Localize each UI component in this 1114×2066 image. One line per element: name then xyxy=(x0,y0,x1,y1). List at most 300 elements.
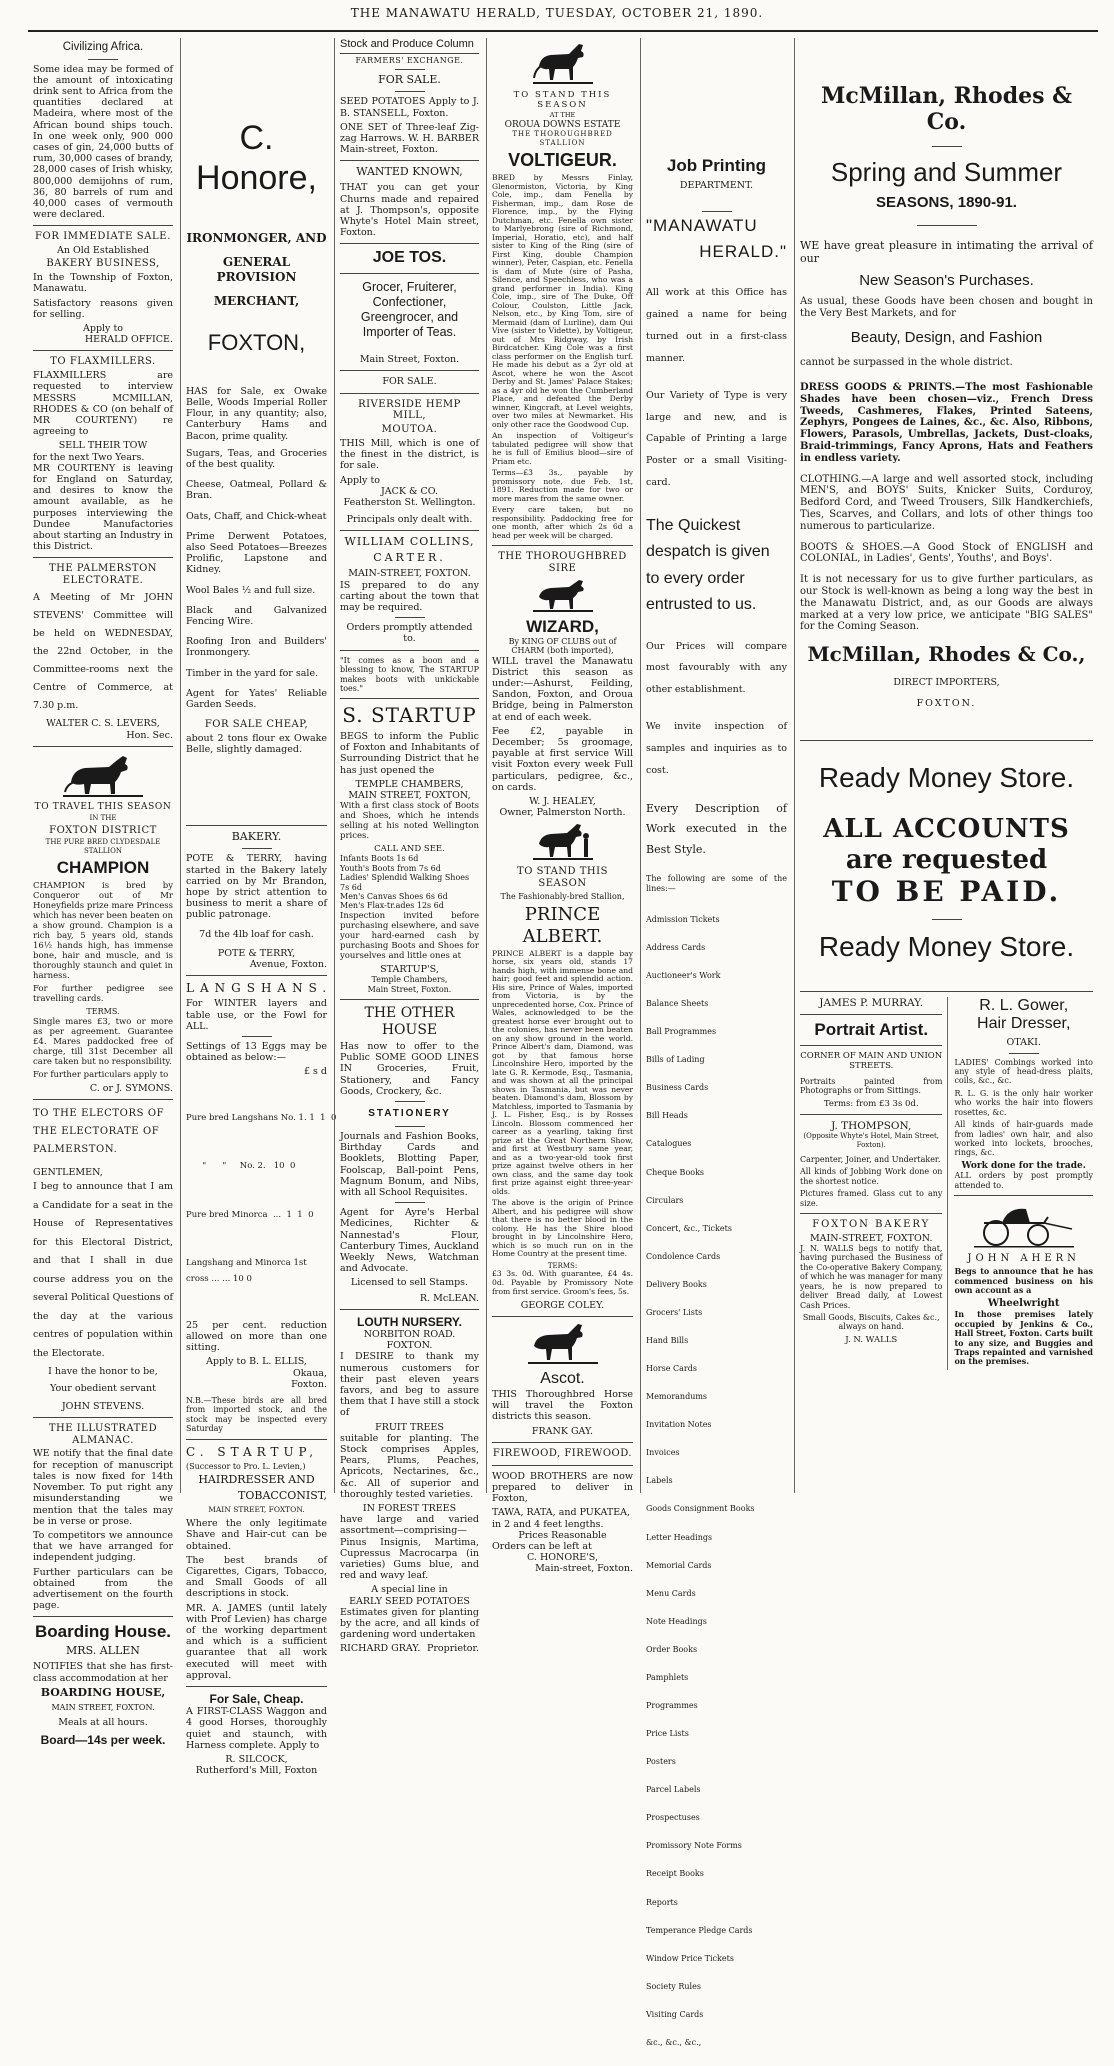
lang-note: N.B.—These birds are all bred from imported stock, and the stock may be inspected every Saturday xyxy=(186,1395,327,1434)
purchases: New Season's Purchases. xyxy=(859,272,1034,290)
fbakery-title: FOXTON BAKERY xyxy=(812,1218,931,1230)
column-2 xyxy=(180,38,337,1777)
carter-text: IS prepared to do any carting about the town that may be required. xyxy=(340,579,479,614)
volt-care: Every care taken, but no responsibility. Paddocking free for one month, after which 2s 6d a head per week will be charged. xyxy=(492,505,633,540)
electors-honor: I have the honor to be, xyxy=(48,1366,158,1378)
clothing-text: CLOTHING.—A large and well assorted stock, including MEN'S, and BOYS' Suits, Knicker Suits, Corduroy, Bedford Cord, and Tweed Trousers, Silk Handkerchiefs, Ties, Scarves, and Collars, and lots of other things too numerous to particularize. xyxy=(800,473,1093,532)
printing-line: Hand Bills xyxy=(646,1336,689,1345)
lang-head: £ s d xyxy=(303,1066,327,1078)
divider xyxy=(88,59,118,60)
usual-text: As usual, these Goods have been chosen and bought in the Very Best Markets, and for xyxy=(800,295,1093,319)
printing-line: Note Headings xyxy=(646,1616,707,1626)
printing-lines xyxy=(646,896,787,2066)
divider xyxy=(492,1316,633,1317)
divider xyxy=(340,650,479,651)
startup-trade2: TOBACCONIST, xyxy=(238,1489,327,1503)
wagon-addr: Rutherford's Mill, Foxton xyxy=(195,1765,318,1777)
elec-text: A Meeting of Mr JOHN STEVENS' Committee will be held on WEDNESDAY, the 22nd October, in the Committee-rooms next the Centre of Commerce, at 7.30 p.m. xyxy=(33,592,173,712)
wizard-by: By KING OF CLUBS out of CHARM (both imported), xyxy=(508,636,617,656)
divider xyxy=(492,545,633,546)
printing-line: Temperance Pledge Cards xyxy=(646,1925,753,1935)
wizard-sig: W. J. HEALEY, xyxy=(529,795,596,807)
wizard-fee: Fee £2, payable in December; 5s groomage, payable at first service Will visit Foxton every week Full particulars, pedigree, &c., on cards. xyxy=(492,725,633,793)
printing-line: Price Lists xyxy=(646,1729,689,1739)
masthead-rule xyxy=(28,30,1098,32)
masthead: THE MANAWATU HERALD, TUESDAY, OCTOBER 21, 1890. xyxy=(350,6,764,20)
carter-title: CARTER. xyxy=(373,551,446,565)
murray-addr: CORNER OF MAIN AND UNION STREETS. xyxy=(800,1050,943,1071)
almanac-text2: To competitors we announce that we have arranged for independent judging. xyxy=(33,1529,173,1564)
civilizing-title: Civilizing Africa. xyxy=(62,41,144,53)
champion-apply: For further particulars apply to xyxy=(33,1069,169,1080)
mcm-title-2: McMillan, Rhodes & Co., xyxy=(807,642,1086,667)
boarding-street: MAIN STREET, FOXTON. xyxy=(51,1702,155,1712)
honore-item: Cheese, Oatmeal, Pollard & Bran. xyxy=(186,479,327,502)
quickest-text: The Quickest despatch is given to every order entrusted to us. xyxy=(646,516,770,614)
startup-sub: (Successor to Pro. L. Levien,) xyxy=(186,1461,306,1471)
electors-text: I beg to announce that I am a Candidate for a seat in the House of Representatives for this Electoral District, and that I shall in due course address you on the several Political Questions of the day at the various centres of population within the Electorate. xyxy=(33,1181,173,1359)
travel-title: TO TRAVEL THIS SEASON xyxy=(34,801,172,812)
divider xyxy=(340,370,479,371)
louth-foxton: FOXTON. xyxy=(386,1340,433,1352)
boom-quote: "It comes as a boon and a blessing to know, The STARTUP makes boots with unkickable toes." xyxy=(340,655,479,693)
potatoes: SEED POTATOES Apply to J. B. STANSELL, Foxton. xyxy=(340,96,479,119)
divider xyxy=(33,557,173,558)
column-6 xyxy=(794,38,1098,1493)
sale-apply: Apply to xyxy=(83,323,123,335)
printing-line: Delivery Books xyxy=(646,1279,707,1289)
travel-district: FOXTON DISTRICT xyxy=(49,824,157,836)
ascot-sig: FRANK GAY. xyxy=(531,1425,594,1437)
gower-place: OTAKI. xyxy=(1006,1037,1041,1049)
other-house: THE OTHER HOUSE xyxy=(364,1005,455,1038)
honore-item: Timber in the yard for sale. xyxy=(186,667,319,679)
louth-text: I DESIRE to thank my numerous customers for their past eleven years favors, and beg to assure them that I have still a stock of xyxy=(340,1351,479,1419)
divider xyxy=(395,1126,425,1127)
divider xyxy=(242,1036,272,1037)
divider xyxy=(340,393,479,394)
divider xyxy=(340,530,479,531)
honore-item: Agent for Yates' Reliable Garden Seeds. xyxy=(186,687,327,711)
sale-sub: An Old Established xyxy=(56,245,150,257)
wizard-text: WILL travel the Manawatu District this season as under:—Ashurst, Feilding, Sandon, Foxton, and Oroua Bridge, being in Palmerston at end of each week. xyxy=(492,655,633,723)
work-text: All work at this Office has gained a name for being turned out in a first-class manner. xyxy=(646,287,787,364)
gower-trade: Work done for the trade. xyxy=(961,1160,1086,1171)
firewood: FIREWOOD, FIREWOOD. xyxy=(492,1447,633,1459)
stationery: STATIONERY xyxy=(368,1108,451,1120)
printing-line: Society Rules xyxy=(646,1981,701,1991)
startup-text: Where the only legitimate Shave and Hair-cut can be obtained. xyxy=(186,1518,327,1552)
lang-loc1: Okaua, xyxy=(292,1367,327,1379)
printing-line: Memorial Cards xyxy=(646,1560,712,1570)
seasons-title: SEASONS, 1890-91. xyxy=(876,193,1017,211)
boarding-meals: Meals at all hours. xyxy=(58,1717,148,1729)
invite-text: We invite inspection of samples and inquiries as to cost. xyxy=(646,721,787,776)
mill-jack: JACK & CO. xyxy=(380,485,439,497)
printing-line: Letter Headings xyxy=(646,1532,713,1542)
thompson-name: J. THOMPSON, xyxy=(831,1119,912,1132)
herald-title-1: "MANAWATU xyxy=(646,216,758,236)
divider xyxy=(395,91,425,92)
champion-terms-title: TERMS. xyxy=(86,1007,120,1017)
wagon-title: For Sale, Cheap. xyxy=(209,1691,304,1706)
boarding-rate: Board—14s per week. xyxy=(40,1733,166,1748)
divider xyxy=(800,1213,942,1214)
proprietor: Proprietor. xyxy=(427,1643,479,1655)
following-text: The following are some of the lines:— xyxy=(646,874,787,893)
printing-line: Prospectuses xyxy=(646,1813,700,1823)
champion-sig: C. or J. SYMONS. xyxy=(89,1082,173,1094)
necessary-text: It is not necessary for us to give further particulars, as our Stock is well-known as being a long way the best in the Manawatu District, and, as our Goods are always marked at a very low price, we anticipate "BIG SALES" for the Coming Season. xyxy=(800,574,1093,633)
column-1 xyxy=(28,38,178,1748)
divider xyxy=(395,69,425,70)
bakery-addr: Avenue, Foxton. xyxy=(249,959,327,971)
divider xyxy=(33,225,173,226)
gray: RICHARD GRAY. xyxy=(340,1643,421,1655)
printing-line: Programmes xyxy=(646,1701,698,1711)
printing-line: Receipt Books xyxy=(646,1869,704,1879)
racehorse-icon xyxy=(533,42,593,86)
mclean: R. McLEAN. xyxy=(419,1292,479,1304)
divider xyxy=(395,1202,425,1203)
volt-terms: Terms—£3 3s., payable by promissory note, due Feb. 1st, 1891. Reduction made for two or more mares from the same owner. xyxy=(492,468,633,503)
wagon-sig: R. SILCOCK, xyxy=(225,1753,288,1765)
printing-line: Goods Consignment Books xyxy=(646,1504,755,1514)
fbakery-goods: Small Goods, Biscuits, Cakes &c., always on hand. xyxy=(802,1313,940,1332)
elec-title: THE PALMERSTON ELECTORATE. xyxy=(48,563,158,587)
column-3 xyxy=(334,38,484,1655)
wanted-text: THAT you can get your Churns made and repaired at J. Thompson's, opposite Whyte's Hotel Main street, Foxton. xyxy=(340,182,479,239)
divider xyxy=(800,1014,942,1015)
moutoa: MOUTOA. xyxy=(381,424,438,436)
divider xyxy=(395,617,425,618)
printing-line: Memorandums xyxy=(646,1392,708,1402)
hemp: RIVERSIDE HEMP MILL, xyxy=(358,398,461,422)
honore-trade1: IRONMONGER, AND xyxy=(186,231,327,246)
forest: IN FOREST TREES xyxy=(362,1502,457,1514)
ahern-text2: In those premises lately occupied by Jenkins & Co., Hall Street, Foxton. Carts built to any size, and Buggies and Traps repainted and varnished on the premises. xyxy=(954,1309,1093,1367)
boarding-name: MRS. ALLEN xyxy=(66,1644,140,1658)
wizard-owner: Owner, Palmerston North. xyxy=(499,807,626,819)
grocer: Grocer, Fruiterer, Confectioner, Greengrocer, and Importer of Teas. xyxy=(360,280,459,340)
divider xyxy=(800,1114,942,1115)
champion-pedigree: For further pedigree see travelling cards. xyxy=(33,984,173,1005)
almanac-title: THE ILLUSTRATED ALMANAC. xyxy=(48,1422,158,1446)
ascot-text: THIS Thoroughbred Horse will travel the Foxton districts this season. xyxy=(492,1389,633,1423)
sale-office: HERALD OFFICE. xyxy=(84,334,173,346)
honore-name: C. Honore, xyxy=(196,119,317,198)
volt-oroua: OROUA DOWNS ESTATE xyxy=(504,119,621,130)
ready-money-2: Ready Money Store. xyxy=(818,930,1075,962)
louth: LOUTH NURSERY. xyxy=(357,1314,462,1329)
printing-line: Visiting Cards xyxy=(646,2009,704,2019)
wood-len: in 2 and 4 feet lengths. xyxy=(492,1518,604,1530)
fruit: FRUIT TREES xyxy=(375,1421,444,1433)
special: A special line in xyxy=(371,1584,448,1596)
wood-types: TAWA, RATA, and PUKATEA, xyxy=(492,1507,631,1519)
prince-albert: PRINCE ALBERT. xyxy=(522,904,603,947)
horse-icon xyxy=(533,579,593,613)
job-dept: DEPARTMENT. xyxy=(679,180,754,192)
gower-title: Hair Dresser, xyxy=(977,1015,1071,1033)
all-accounts: ALL ACCOUNTS xyxy=(823,814,1070,845)
boot-price: Ladies' Splendid Walking Shoes 7s 6d xyxy=(340,873,470,892)
printing-line: Business Cards xyxy=(646,1083,709,1093)
lang-row: Pure bred Langshans No. 1. 1 1 0 xyxy=(186,1112,337,1123)
wood-orders: Orders can be left at xyxy=(492,1540,592,1552)
champion-terms: Single mares £3, two or more as per agreement. Guarantee £4. Mares paddocked free of charge, till 31st December all care taken but no responsibility. xyxy=(33,1016,173,1067)
printing-line: Invoices xyxy=(646,1448,680,1458)
thompson-text2: Pictures framed. Glass cut to any size. xyxy=(800,1189,943,1208)
ahern-text: Begs to announce that he has commenced business on his own account as a xyxy=(954,1266,1093,1296)
honore-item: Roofing Iron and Builders' Ironmongery. xyxy=(186,636,327,659)
divider xyxy=(800,1045,942,1046)
elec-sig: WALTER C. S. LEVERS, xyxy=(46,718,160,730)
volt-text: BRED by Messrs Finlay, Glenormiston, Victoria, by King Cole, imp., dam Fenella by Fisherman, imp., dam Rose de Florence, imp., by the Flying Dutchman, etc. Fenella own sister to Marlyebrong (sire of Richmond, Imperial, Horatio, etc), and half sister to King of the Ring (sire of First King, double Champion winner), Peter, Caspian, etc. Fenella is dam of Mute (sire of Pasha, Silence, and Speechless, who was a grand performer in India). King Cole, imp., sire of The Duke, Off Colour, Coulston, Little Jack, Nelson, etc., by King Tom, sire of Mermaid (dam of Lurline), dam Qui Vive (sister to Vidette), by Voltigeur, out of Mrs Ridgway, by Irish Birdcatcher. King Cole was a first class performer on the English turf. He made his debut as a 2yr old at Ascot, where he won the Ascot Derby and St. James' Palace Stakes; as a 4yr old he won the Cumberland Place, and defeated the Derby winner, Kingcraft, at Level weights, over two miles at Newmarket. His only other race the Goodwood Cup. xyxy=(492,173,633,429)
forsale2: FOR SALE. xyxy=(382,376,437,388)
wood-text: WOOD BROTHERS are now prepared to deliver in Foxton, xyxy=(492,1470,633,1505)
travel-in: IN THE xyxy=(89,814,117,823)
electors-gentlemen: GENTLEMEN, xyxy=(33,1166,103,1178)
louth-text2: suitable for planting. The Stock comprises Apples, Pears, Plums, Peaches, Apricots, Nectarines, &c., &c. All of superior and thoroughly tested varieties. xyxy=(340,1432,479,1500)
printing-line: Auctioneer's Work xyxy=(646,970,721,980)
printing-line: Ball Programmes xyxy=(646,1027,717,1037)
honore-items xyxy=(186,448,327,710)
cheap-text: about 2 tons flour ex Owake Belle, slightly damaged. xyxy=(186,733,327,756)
joe-title: JOE TOS. xyxy=(372,249,447,267)
sale-title: FOR IMMEDIATE SALE. xyxy=(35,231,171,243)
printing-line: Cheque Books xyxy=(646,1167,705,1177)
champion-text: CHAMPION is bred by Conqueror out of Mr Honeyfields prize mare Princess which has never been beaten on a show ground. Champion is a rich bay, 5 years old, stands 16½ hands high, has immense bone, hair and muscle, and is thoroughly staunch and quiet in harness. xyxy=(33,881,173,982)
flax-sell: SELL THEIR TOW xyxy=(58,440,148,452)
other-text: Has now to offer to the Public SOME GOOD LINES IN Groceries, Fruit, Stationery, and Fancy Goods, Crockery, &c. xyxy=(340,1041,479,1097)
murray-text: Portraits painted from Photographs or from Sittings. xyxy=(800,1077,943,1096)
mill-principals: Principals only dealt with. xyxy=(346,514,473,526)
volt-thorough: THE THOROUGHBRED STALLION xyxy=(512,130,613,147)
are-requested: are requested xyxy=(845,844,1048,875)
boarding-title: Boarding House. xyxy=(34,1622,171,1642)
herald-title-2: HERALD." xyxy=(699,242,787,262)
lang-row: Langshang and Minorca 1st cross ... ... 10 0 xyxy=(186,1258,307,1285)
almanac-text3: Further particulars can be obtained from the advertisement on the fourth page. xyxy=(33,1566,173,1612)
gower-name: R. L. Gower, xyxy=(979,996,1069,1014)
divider xyxy=(340,273,479,274)
bakery-sig: POTE & TERRY, xyxy=(217,947,296,959)
champion-title: CHAMPION xyxy=(56,857,150,877)
divider xyxy=(186,825,327,826)
temple-text: With a first class stock of Boots and Shoes, which he intends selling at his noted Wellington prices. xyxy=(340,801,479,842)
murray-terms: Terms: from £3 3s 0d. xyxy=(823,1098,919,1109)
carter-orders: Orders promptly attended to. xyxy=(346,622,473,645)
boarding-house: BOARDING HOUSE, xyxy=(40,1685,166,1699)
mill-text: THIS Mill, which is one of the finest in the district, is for sale. xyxy=(340,438,479,472)
louth-text3: have large and varied assortment—comprising—Pinus Insignis, Martima, Cupressus Macrocarpa (in varieties) Gums blue, and red and wavy leaf. xyxy=(340,1514,479,1582)
horse-with-groom-icon xyxy=(533,822,593,862)
gower-text2: R. L. G. is the only hair worker who works the hair into flowers rosettes, &c. xyxy=(954,1088,1093,1117)
prices-text: Our Prices will compare most favourably with any other establishment. xyxy=(646,640,787,696)
direct-importers: DIRECT IMPORTERS, xyxy=(893,676,1000,688)
temple: TEMPLE CHAMBERS, xyxy=(355,778,464,790)
variety-text: Our Variety of Type is very large and new, and is Capable of Printing a large Poster or a small Visiting-card. xyxy=(646,389,787,489)
ready-money-1: Ready Money Store. xyxy=(818,762,1075,794)
printing-line: Condolence Cards xyxy=(646,1251,721,1261)
thompson-trade: Carpenter, Joiner, and Undertaker. xyxy=(800,1154,941,1164)
norbiton: NORBITON ROAD. xyxy=(363,1328,456,1340)
honore-item: Sugars, Teas, and Groceries of the best quality. xyxy=(186,447,327,471)
job-title: Job Printing xyxy=(666,156,767,175)
boot-price: Infants Boots 1s 6d xyxy=(340,854,419,864)
printing-line: Bills of Lading xyxy=(646,1055,705,1065)
startups-addr1: Temple Chambers, xyxy=(371,975,448,985)
wheelwright: Wheelwright xyxy=(987,1298,1060,1310)
forsale: FOR SALE. xyxy=(378,73,441,87)
dress-text: DRESS GOODS & PRINTS.—The most Fashionable Shades have been chosen—viz., French Dress Tweeds, Cashmeres, Flakes, Printed Sateens, Zephyrs, Pongees de Laines, &c., &c. Also, Ribbons, Flowers, Parasols, Umbrellas, Jackets, Dust-cloaks, Braid-trimmings, Fancy Aprons, Hats and Feathers in endless variety. xyxy=(800,381,1093,464)
printing-line: Address Cards xyxy=(646,942,706,952)
wood-addr: Main-street, Foxton. xyxy=(535,1563,633,1575)
pa-text: PRINCE ALBERT is a dapple bay horse, six years old, stands 17 hands high, with immense bone and hair; good feet and splendid action. His sire, Prince of Wales, imported from Victoria, is by the unprecedented horse, Cox. Prince of Wales, acknowledged to be the greatest horse ever brought out to the colonies, has never been beaten on any show ground in the world. Prince Albert's dam, Diamond, was got by that famous horse Lincolnshire Hero, imported by the late G. R. Kermode, Esq., Tasmania, and was shown at all the principal shows in Tasmania, but was never beaten. Diamond's dam, Blossom by Matchless, imported to Tasmania by J. L. Fisher, Esq., is by Rosses Lincoln. Blossom commenced her career as a yearling, taking first prize at the Great Northern Show, and first at Westbury same year, and as a two-year-old took first prize against twelve others in her own class, and the same day took first prize against eight three-year-olds. xyxy=(492,948,633,1196)
wagon-text: A FIRST-CLASS Waggon and 4 good Horses, thoroughly quiet and staunch, with Harness complete. Apply to xyxy=(186,1706,327,1751)
fbakery-sig: J. N. WALLS xyxy=(845,1334,898,1345)
beauty: Beauty, Design, and Fashion xyxy=(850,329,1043,347)
printing-line: Posters xyxy=(646,1757,676,1767)
gower-text: LADIES' Combings worked into any style of head-dress plaits, coils, &c., &c. xyxy=(954,1057,1093,1086)
temple-street: MAIN STREET, FOXTON, xyxy=(348,789,471,801)
printing-line: Concert, &c., Tickets xyxy=(646,1223,732,1233)
divider xyxy=(33,1099,173,1100)
to-be-paid: TO BE PAID. xyxy=(831,875,1062,909)
printing-line: Grocers' Lists xyxy=(646,1307,703,1317)
elec-sec: Hon. Sec. xyxy=(126,729,173,741)
startup-text3: MR. A. JAMES (until lately with Prof Levien) has charge of the working department and which is a sufficient guarantee that all work executed will meet with approval. xyxy=(186,1602,327,1681)
stock-title: Stock and Produce Column xyxy=(340,38,474,50)
pa-stand: TO STAND THIS SEASON xyxy=(517,866,608,890)
printing-line: Promissory Note Forms xyxy=(646,1841,742,1851)
divider xyxy=(917,225,977,226)
divider xyxy=(800,740,1093,741)
thompson-addr: (Opposite Whyte's Hotel, Main Street, Foxton). xyxy=(803,1132,940,1149)
s-startup: S. STARTUP xyxy=(342,703,477,728)
pa-terms-title: TERMS: xyxy=(547,1261,578,1270)
travel-breed: THE PURE BRED CLYDESDALE STALLION xyxy=(45,838,161,855)
spring-title: Spring and Summer xyxy=(830,156,1063,187)
pa-sig: GEORGE COLEY. xyxy=(520,1300,605,1311)
inspection: Inspection invited before purchasing elsewhere, and save your hard-earned cash by purchasing Boots and Shoes for yourselves and little ones at xyxy=(340,910,479,961)
sale-text: In the Township of Foxton, Manawatu. xyxy=(33,272,173,295)
startup-trade1: HAIRDRESSER AND xyxy=(198,1473,315,1487)
printing-line: Bill Heads xyxy=(646,1111,688,1121)
stat-text: Journals and Fashion Books, Birthday Cards and Booklets, Blotting Paper, Foolscap, Ball-point Pens, Magnum Bonum, and Nibs, with all School Requisites. xyxy=(340,1130,479,1198)
honore-item: Prime Derwent Potatoes, also Seed Potatoes—Breezes Prolific, Lapstone and Kidney. xyxy=(186,530,327,576)
honore-place: FOXTON, xyxy=(207,329,306,355)
surpassed-text: cannot be surpassed in the whole district. xyxy=(800,357,1013,369)
startup-text2: The best brands of Cigarettes, Cigars, Tobacco, and Small Goods of all descriptions in stock. xyxy=(186,1554,327,1600)
honore-item: Oats, Chaff, and Chick-wheat xyxy=(186,510,327,522)
printing-line: Pamphlets xyxy=(646,1672,689,1682)
harrows: ONE SET of Three-leaf Zig-zag Harrows. W. H. BARBER Main-street, Foxton. xyxy=(340,121,479,156)
carter-street: MAIN-STREET, FOXTON. xyxy=(348,568,471,580)
divider xyxy=(800,991,1093,992)
printing-line: Balance Sheets xyxy=(646,999,709,1009)
gower-text3: All kinds of hair-guards made from ladies' own hair, and also worked into lockets, brooches, rings, &c. xyxy=(954,1120,1093,1158)
ascot: Ascot. xyxy=(540,1370,585,1388)
fbakery-street: MAIN-STREET, FOXTON. xyxy=(809,1232,933,1244)
printing-line: Window Price Tickets xyxy=(646,1953,734,1963)
stamps: Licensed to sell Stamps. xyxy=(350,1277,469,1289)
divider xyxy=(1009,1053,1039,1054)
boots-text: BOOTS & SHOES.—A Good Stock of ENGLISH and COLONIAL, in Ladies', Gents', Youths', and Boys'. xyxy=(800,541,1093,565)
pa-fash: The Fashionably-bred Stallion, xyxy=(500,891,625,901)
seed: EARLY SEED POTATOES xyxy=(349,1595,470,1607)
divider xyxy=(340,243,479,244)
volt-text2: An inspection of Voltigeur's tabulated pedigree will show that he is full of Emilius blood—sire of Priam etc. xyxy=(492,431,633,466)
electors-title: TO THE ELECTORS OF THE ELECTORATE OF PALMERSTON. xyxy=(33,1107,165,1155)
electors-servant: Your obedient servant xyxy=(50,1383,156,1395)
divider xyxy=(33,1616,173,1617)
divider xyxy=(395,1101,425,1102)
column-5 xyxy=(640,38,792,2047)
electors-sig: JOHN STEVENS. xyxy=(61,1400,145,1412)
lang-title: LANGSHANS. xyxy=(186,981,333,996)
divider xyxy=(932,919,962,920)
printing-line: Order Books xyxy=(646,1644,698,1654)
printing-line: &c., &c., &c., xyxy=(646,2037,702,2047)
printing-line: Catalogues xyxy=(646,1139,692,1149)
divider xyxy=(492,1465,633,1466)
divider xyxy=(33,1417,173,1418)
divider xyxy=(932,146,962,147)
carter-name: WILLIAM COLLINS, xyxy=(344,535,475,549)
estimates: Estimates given for planting by the acre, and all kinds of gardening word undertaken xyxy=(340,1606,479,1641)
pa-text2: The above is the origin of Prince Albert, and his pedigree will show that there is no better blood in the colony. He has the Shire blood brought in by Lincolnshire Hero, which is so much run on in the Home Country at the present time. xyxy=(492,1198,633,1259)
clydesdale-horse-icon xyxy=(63,752,143,798)
lang-loc2: Foxton. xyxy=(291,1378,327,1390)
boot-price: Men's Canvas Shoes 6s 6d xyxy=(340,892,448,902)
joe-addr: Main Street, Foxton. xyxy=(359,354,460,366)
mill-apply: Apply to xyxy=(340,474,380,486)
boot-price: Youth's Boots from 7s 6d xyxy=(340,863,441,873)
boarding-text: NOTIFIES that she has first-class accommodation at her xyxy=(33,1661,173,1684)
honore-trade3: MERCHANT, xyxy=(213,293,300,308)
thompson-text: All kinds of Jobbing Work done on the shortest notice. xyxy=(800,1167,943,1186)
printing-line: Reports xyxy=(646,1897,678,1907)
startup-street: MAIN STREET, FOXTON. xyxy=(208,1505,305,1515)
printing-line: Parcel Labels xyxy=(646,1785,701,1795)
lang-apply: Apply to B. L. ELLIS, xyxy=(206,1356,307,1368)
wizard: WIZARD, xyxy=(526,616,599,636)
fbakery-text: J. N. WALLS begs to notify that, having purchased the Business of the Co-operative Bakery Company, of which he was manager for many years, he is now prepared to deliver Bread daily, at Lowest Cash Prices. xyxy=(800,1243,943,1310)
divider xyxy=(340,1309,479,1310)
divider xyxy=(340,698,479,699)
exchange: FARMERS' EXCHANGE. xyxy=(340,53,479,65)
divider xyxy=(33,746,173,747)
honore-item: Black and Galvanized Fencing Wire. xyxy=(186,604,327,628)
sale-reason: Satisfactory reasons given for selling. xyxy=(33,297,173,320)
s-text: BEGS to inform the Public of Foxton and Inhabitants of Surrounding District that he has just opened the xyxy=(340,730,479,776)
buggy-carriage-icon xyxy=(974,1201,1074,1249)
agent-text: Agent for Ayre's Herbal Medicines, Richter & Nannestad's Flour, Canterbury Times, Auckland Weekly News, Watchman and Advocate. xyxy=(340,1207,479,1275)
divider xyxy=(340,160,479,161)
volt-at: AT THE xyxy=(549,111,576,120)
murray-name: JAMES P. MURRAY. xyxy=(819,996,924,1009)
column-4 xyxy=(486,38,638,1575)
startups: STARTUP'S, xyxy=(380,963,439,975)
divider xyxy=(492,1442,633,1443)
civilizing-text: Some idea may be formed of the amount of intoxicating drink sent to Africa from the quantities declared at Madeira, where most of the African bound ships touch. In one week only, 900 000 cases of gin, 24,000 butts of rum, 30,000 cases of brandy, 28,000 cases of Irish whisky, 800,000 demijohns of rum, 36, 80 barrels of rum and 40,000 cases of vermouth were declared. xyxy=(33,63,173,221)
lang-rows xyxy=(186,1078,337,1320)
every-text: Every Description of Work executed in the Best Style. xyxy=(646,801,787,857)
mcm-foxton: FOXTON. xyxy=(916,697,977,709)
murray-title: Portrait Artist. xyxy=(814,1019,929,1039)
